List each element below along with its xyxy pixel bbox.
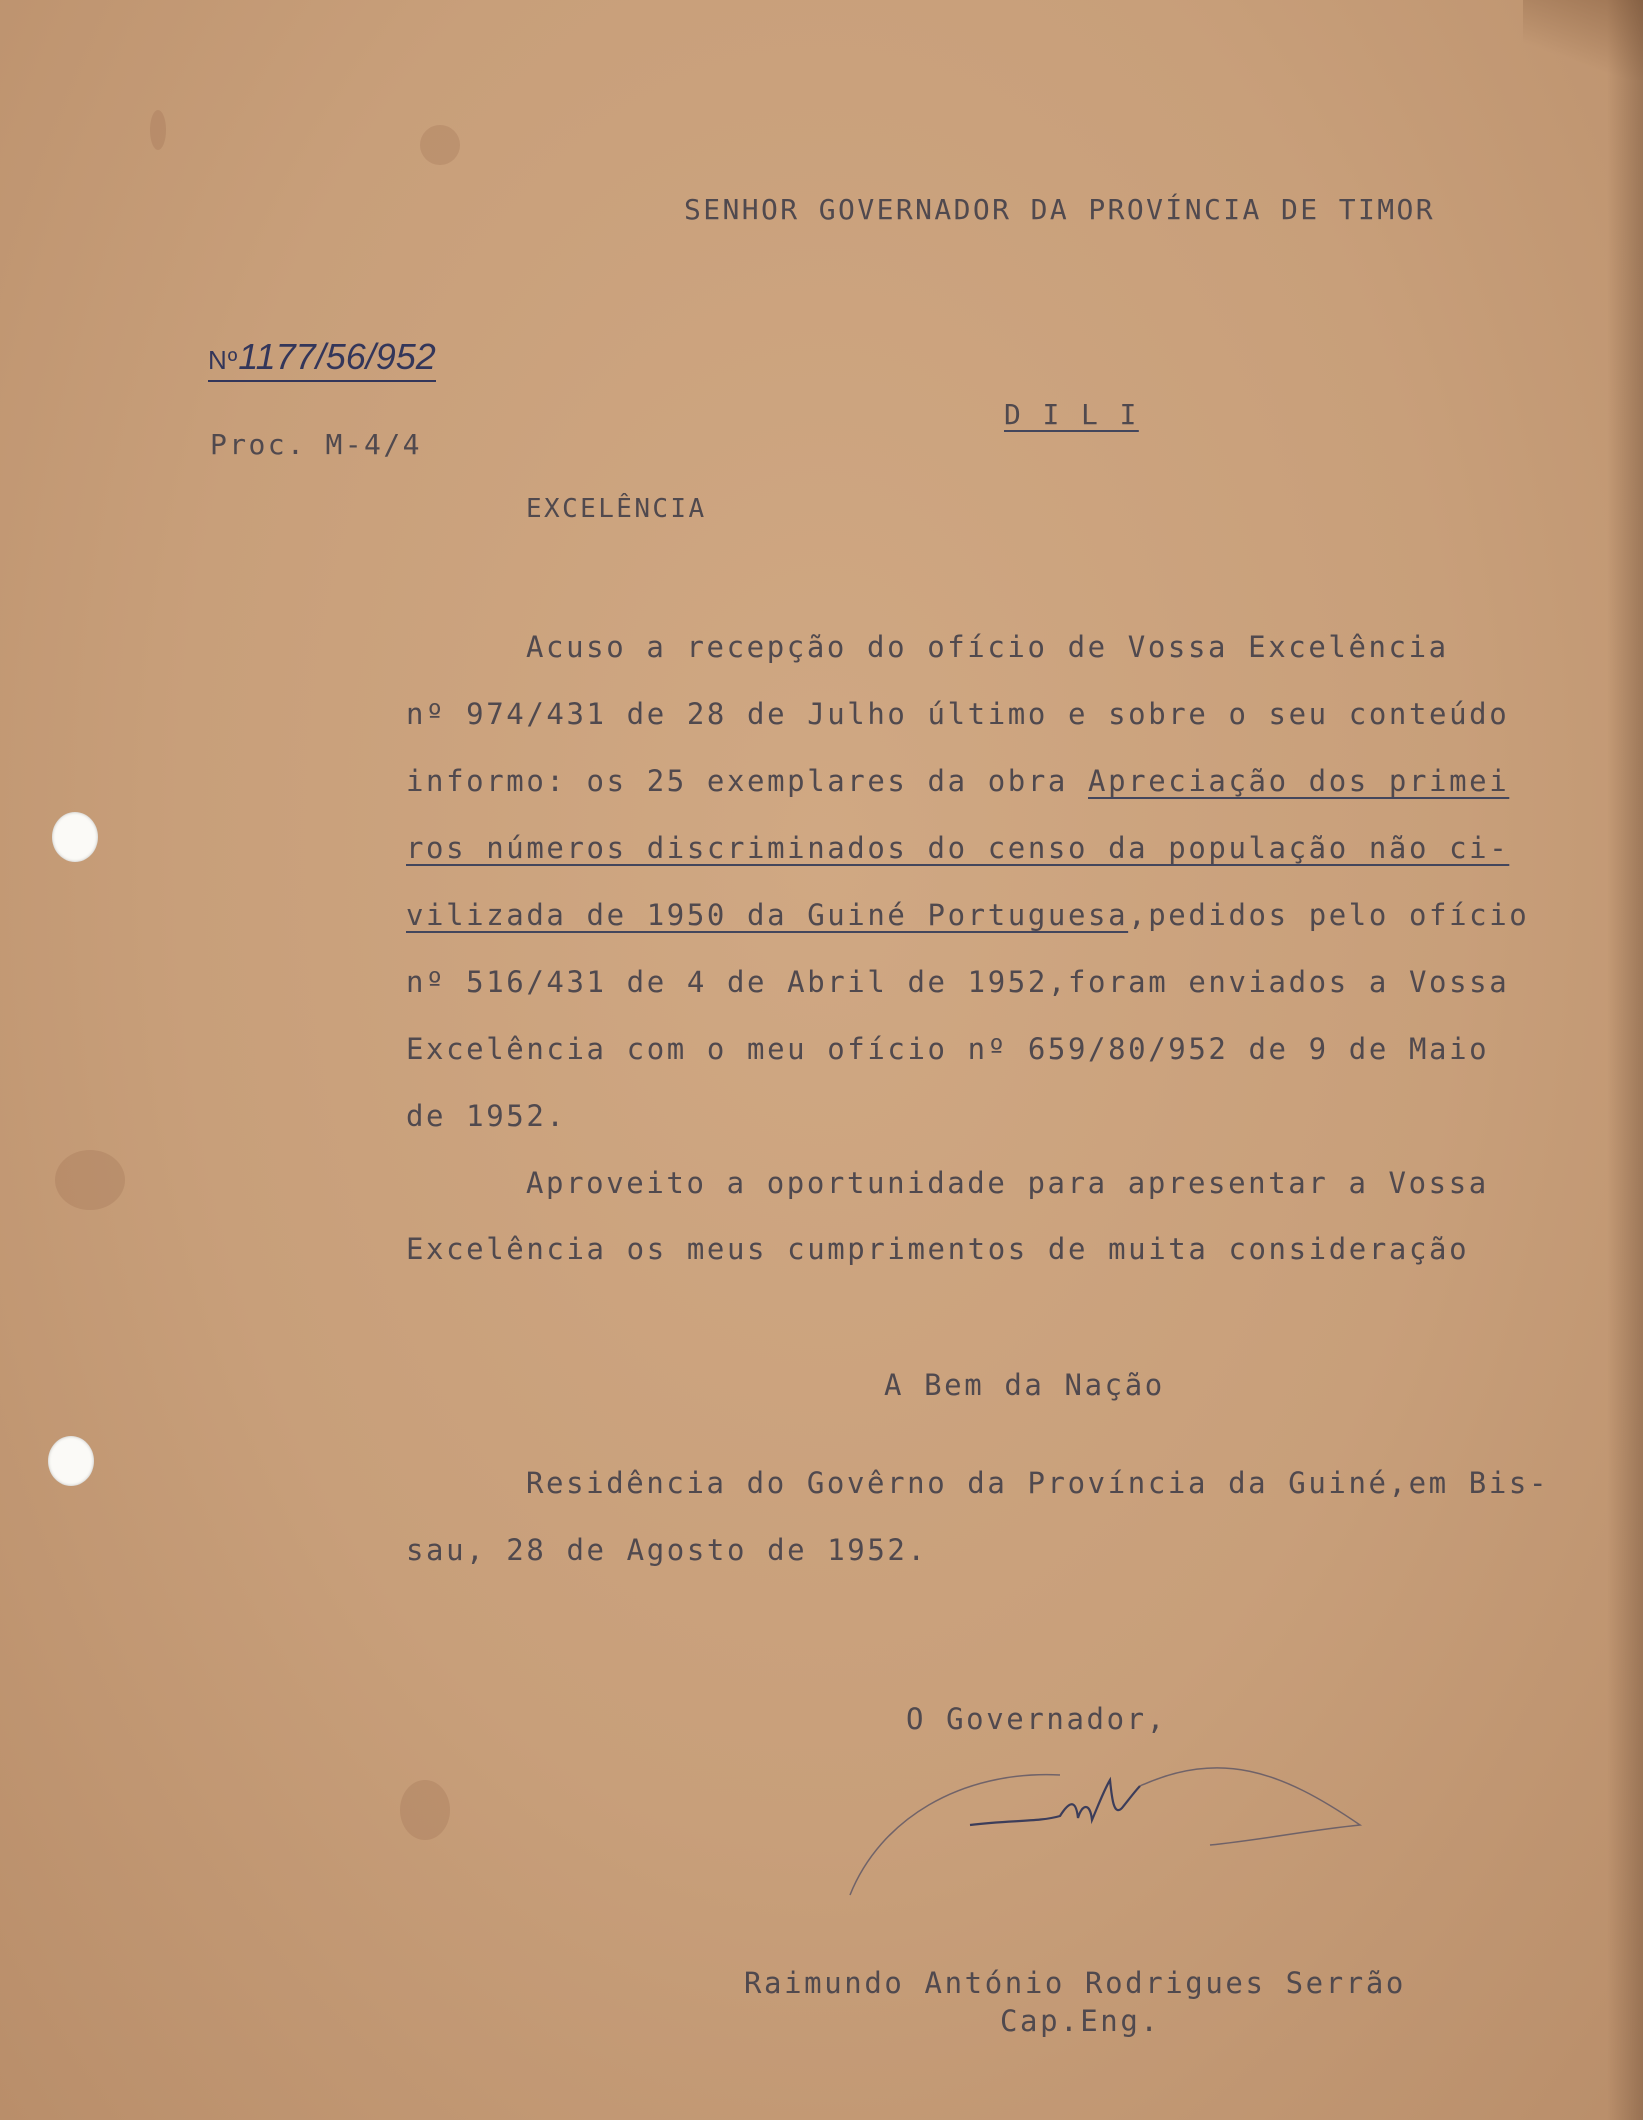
body-line-2: nº 974/431 de 28 de Julho último e sobre o seu conteúdo [406, 697, 1510, 731]
punch-hole-top [52, 812, 98, 862]
signatory-name: Raimundo António Rodrigues Serrão [744, 1966, 1406, 2000]
motto: A Bem da Nação [884, 1368, 1165, 1402]
paper-stain [150, 110, 166, 150]
signatory-rank: Cap.Eng. [1000, 2004, 1161, 2038]
signatory-title: O Governador, [906, 1702, 1167, 1736]
place-date-line-1: Residência do Govêrno da Província da Guiné,em Bis- [526, 1466, 1550, 1500]
paper-stain [400, 1780, 450, 1840]
body-line-1: Acuso a recepção do ofício de Vossa Excelência [526, 630, 1449, 664]
body-line-3 [406, 764, 1509, 798]
book-title-part-1: Apreciação dos primei [1088, 764, 1510, 798]
body-line-8: de 1952. [406, 1099, 567, 1133]
body-line-5-text: ,pedidos pelo ofício [1128, 898, 1530, 932]
body-line-6: nº 516/431 de 4 de Abril de 1952,foram enviados a Vossa [406, 965, 1510, 999]
paper-stain [55, 1150, 125, 1210]
closing-line-1: Aproveito a oportunidade para apresentar a Vossa [526, 1166, 1489, 1200]
place-date-line-2: sau, 28 de Agosto de 1952. [406, 1533, 928, 1567]
body-line-7: Excelência com o meu ofício nº 659/80/952 de 9 de Maio [406, 1032, 1490, 1066]
destination [1004, 398, 1139, 431]
book-title-part-2: ros números discriminados do censo da população não ci- [406, 831, 1510, 865]
process-reference: Proc. M-4/4 [210, 428, 422, 461]
addressee: SENHOR GOVERNADOR DA PROVÍNCIA DE TIMOR [684, 193, 1436, 226]
destination-text: D I L I [1004, 398, 1139, 431]
reference-value: 1177/56/952 [238, 336, 436, 377]
punch-hole-bottom [48, 1436, 94, 1486]
reference-prefix: Nº [208, 345, 239, 375]
closing-line-2: Excelência os meus cumprimentos de muita consideração [406, 1232, 1470, 1266]
page-edge-shadow [1607, 0, 1643, 2120]
book-title-part-3: vilizada de 1950 da Guiné Portuguesa [406, 898, 1129, 932]
paper-stain [420, 125, 460, 165]
reference-number [208, 336, 436, 382]
body-line-5 [406, 898, 1529, 932]
handwritten-signature [840, 1730, 1400, 1900]
body-line-3-text: informo: os 25 exemplares da obra [406, 764, 1089, 798]
salutation: EXCELÊNCIA [526, 494, 707, 524]
